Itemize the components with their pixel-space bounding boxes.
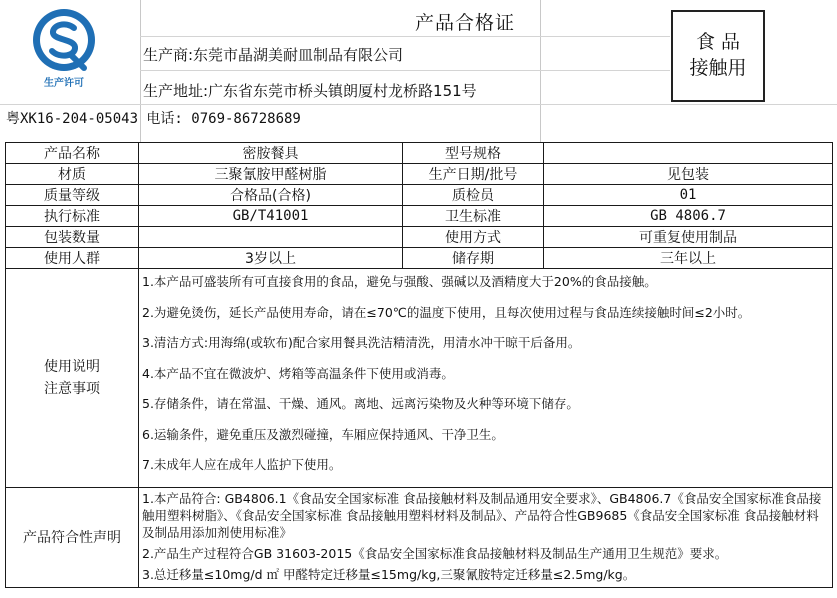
table-cell: 产品名称 (6, 143, 139, 164)
table-cell: 执行标准 (6, 206, 139, 227)
usage-notes-label-line-2: 注意事项 (44, 380, 100, 397)
table-cell (139, 227, 403, 248)
spec-table (5, 142, 833, 588)
table-cell (544, 143, 833, 164)
usage-notes-label-line-1: 使用说明 (44, 358, 100, 375)
table-cell: 使用人群 (6, 248, 139, 269)
table-cell: 3岁以上 (139, 248, 403, 269)
table-row (6, 164, 833, 185)
document-title: 产品合格证 (415, 12, 516, 34)
table-cell: GB/T41001 (139, 206, 403, 227)
note-item: 6.运输条件，避免重压及激烈碰撞，车厢应保持通风、干净卫生。 (142, 426, 504, 442)
food-contact-stamp (671, 10, 765, 102)
table-cell: GB 4806.7 (544, 206, 833, 227)
address-line: 生产地址:广东省东莞市桥头镇朗厦村龙桥路151号 (143, 82, 477, 100)
grid-line (140, 70, 670, 71)
license-phone-line: 粤XK16-204-05043 电话: 0769-86728689 (6, 111, 301, 127)
stamp-line-1: 食 品 (695, 31, 741, 54)
grid-line (140, 36, 670, 37)
usage-notes-body (139, 269, 833, 488)
grid-line (0, 104, 837, 105)
note-item: 3.清洁方式:用海绵(或软布)配合家用餐具洗洁精清洗，用清水冲干晾干后备用。 (142, 335, 581, 350)
table-cell: 材质 (6, 164, 139, 185)
table-row (6, 206, 833, 227)
qs-logo (22, 6, 106, 90)
usage-notes-row (6, 269, 833, 488)
grid-line (540, 0, 541, 142)
table-cell: 包装数量 (6, 227, 139, 248)
table-row (6, 248, 833, 269)
compliance-row (6, 487, 833, 587)
table-cell: 01 (544, 185, 833, 206)
note-item: 7.未成年人应在成年人监护下使用。 (142, 457, 342, 472)
compliance-item: 1.本产品符合: GB4806.1《食品安全国家标准 食品接触材料及制品通用安全要求》、GB4806.7《食品安全国家标准食品接触用塑料树脂》、《食品安全国家标准 食品接触用塑料材料及制品》、产品符合性GB9685《食品安全国家标准 食品接触材料及制品用添加剂使用标准》 (142, 490, 822, 540)
table-cell: 质检员 (403, 185, 544, 206)
table-cell: 见包装 (544, 164, 833, 185)
usage-notes-label (6, 269, 139, 488)
compliance-label: 产品符合性声明 (6, 487, 139, 587)
logo-caption: 生产许可 (44, 78, 84, 89)
table-cell: 储存期 (403, 248, 544, 269)
note-item: 1.本产品可盛装所有可直接食用的食品，避免与强酸、强碱以及酒精度大于20%的食品接触。 (142, 274, 657, 289)
table-cell: 使用方式 (403, 227, 544, 248)
compliance-body (139, 487, 833, 587)
table-cell: 型号规格 (403, 143, 544, 164)
table-row (6, 143, 833, 164)
table-cell: 质量等级 (6, 185, 139, 206)
compliance-item: 2.产品生产过程符合GB 31603-2015《食品安全国家标准食品接触材料及制品生产通用卫生规范》要求。 (142, 545, 728, 561)
table-cell: 可重复使用制品 (544, 227, 833, 248)
note-item: 5.存储条件，请在常温、干燥、通风。离地、远离污染物及火种等环境下储存。 (142, 396, 579, 411)
table-cell: 三年以上 (544, 248, 833, 269)
stamp-line-2: 接触用 (689, 57, 747, 79)
table-cell: 三聚氰胺甲醛树脂 (139, 164, 403, 185)
manufacturer-line: 生产商:东莞市晶湖美耐皿制品有限公司 (143, 46, 404, 64)
table-row (6, 185, 833, 206)
table-cell: 合格品(合格) (139, 185, 403, 206)
table-cell: 生产日期/批号 (403, 164, 544, 185)
table-cell: 卫生标准 (403, 206, 544, 227)
note-item: 4.本产品不宜在微波炉、烤箱等高温条件下使用或消毒。 (142, 365, 454, 381)
compliance-item: 3.总迁移量≤10mg/d ㎡ 甲醛特定迁移量≤15mg/kg,三聚氰胺特定迁移量≤2.5mg/kg。 (142, 566, 636, 582)
note-item: 2.为避免烫伤，延长产品使用寿命，请在≤70℃的温度下使用，且每次使用过程与食品连续接触时间≤2小时。 (142, 304, 751, 320)
table-cell: 密胺餐具 (139, 143, 403, 164)
table-row (6, 227, 833, 248)
